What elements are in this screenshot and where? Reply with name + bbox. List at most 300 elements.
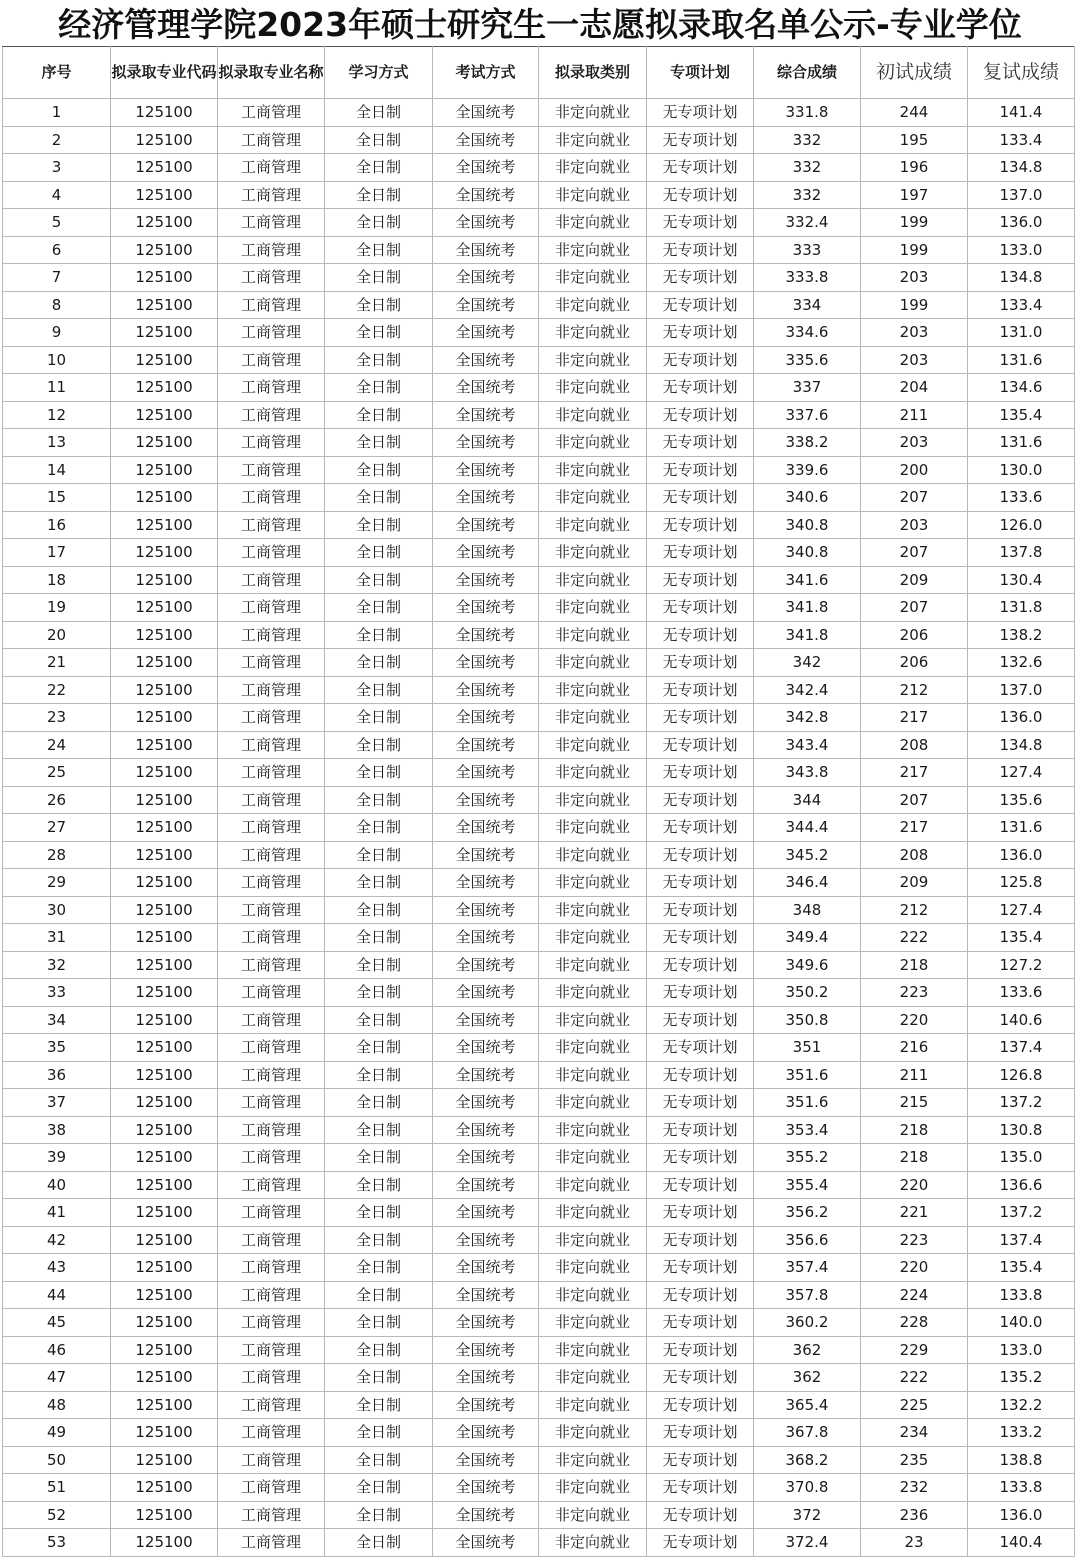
cell-serial: 37 <box>3 1089 111 1117</box>
cell-category: 非定向就业 <box>539 456 647 484</box>
cell-total-score: 350.2 <box>754 979 861 1007</box>
cell-serial: 52 <box>3 1501 111 1529</box>
cell-category: 非定向就业 <box>539 1309 647 1337</box>
cell-serial: 11 <box>3 374 111 402</box>
cell-prelim-score: 222 <box>861 1364 968 1392</box>
cell-major-name: 工商管理 <box>218 731 325 759</box>
cell-serial: 53 <box>3 1529 111 1557</box>
cell-special-plan: 无专项计划 <box>647 539 754 567</box>
cell-major-code: 125100 <box>111 649 218 677</box>
cell-major-code: 125100 <box>111 1171 218 1199</box>
table-row <box>3 786 1075 814</box>
cell-category: 非定向就业 <box>539 621 647 649</box>
cell-major-name: 工商管理 <box>218 1364 325 1392</box>
cell-major-name: 工商管理 <box>218 126 325 154</box>
cell-special-plan: 无专项计划 <box>647 1529 754 1557</box>
cell-prelim-score: 208 <box>861 731 968 759</box>
cell-major-name: 工商管理 <box>218 209 325 237</box>
cell-exam-mode: 全国统考 <box>433 1254 539 1282</box>
cell-category: 非定向就业 <box>539 731 647 759</box>
cell-prelim-score: 216 <box>861 1034 968 1062</box>
cell-serial: 15 <box>3 484 111 512</box>
cell-serial: 29 <box>3 869 111 897</box>
page-title: 经济管理学院2023年硕士研究生一志愿拟录取名单公示-专业学位 <box>58 5 1022 44</box>
cell-special-plan: 无专项计划 <box>647 1144 754 1172</box>
cell-major-name: 工商管理 <box>218 1089 325 1117</box>
cell-total-score: 344 <box>754 786 861 814</box>
cell-category: 非定向就业 <box>539 1281 647 1309</box>
cell-retest-score: 137.0 <box>968 676 1075 704</box>
cell-retest-score: 127.4 <box>968 759 1075 787</box>
cell-major-name: 工商管理 <box>218 566 325 594</box>
cell-exam-mode: 全国统考 <box>433 594 539 622</box>
cell-study-mode: 全日制 <box>325 99 433 127</box>
cell-study-mode: 全日制 <box>325 1061 433 1089</box>
cell-major-code: 125100 <box>111 1501 218 1529</box>
cell-special-plan: 无专项计划 <box>647 126 754 154</box>
cell-study-mode: 全日制 <box>325 236 433 264</box>
cell-prelim-score: 232 <box>861 1474 968 1502</box>
cell-major-code: 125100 <box>111 594 218 622</box>
cell-study-mode: 全日制 <box>325 1116 433 1144</box>
cell-major-name: 工商管理 <box>218 1171 325 1199</box>
cell-exam-mode: 全国统考 <box>433 456 539 484</box>
cell-retest-score: 140.4 <box>968 1529 1075 1557</box>
cell-major-name: 工商管理 <box>218 484 325 512</box>
table-row <box>3 951 1075 979</box>
cell-serial: 43 <box>3 1254 111 1282</box>
cell-retest-score: 132.2 <box>968 1391 1075 1419</box>
cell-category: 非定向就业 <box>539 236 647 264</box>
cell-exam-mode: 全国统考 <box>433 649 539 677</box>
cell-exam-mode: 全国统考 <box>433 704 539 732</box>
table-row <box>3 759 1075 787</box>
cell-total-score: 341.8 <box>754 621 861 649</box>
cell-exam-mode: 全国统考 <box>433 511 539 539</box>
cell-major-code: 125100 <box>111 264 218 292</box>
cell-study-mode: 全日制 <box>325 264 433 292</box>
cell-prelim-score: 209 <box>861 566 968 594</box>
table-row <box>3 539 1075 567</box>
cell-study-mode: 全日制 <box>325 924 433 952</box>
cell-serial: 14 <box>3 456 111 484</box>
cell-category: 非定向就业 <box>539 154 647 182</box>
cell-retest-score: 127.4 <box>968 896 1075 924</box>
cell-study-mode: 全日制 <box>325 979 433 1007</box>
cell-exam-mode: 全国统考 <box>433 979 539 1007</box>
cell-study-mode: 全日制 <box>325 1336 433 1364</box>
cell-special-plan: 无专项计划 <box>647 1309 754 1337</box>
cell-prelim-score: 218 <box>861 1116 968 1144</box>
cell-prelim-score: 223 <box>861 979 968 1007</box>
cell-prelim-score: 208 <box>861 841 968 869</box>
cell-retest-score: 131.6 <box>968 346 1075 374</box>
cell-prelim-score: 220 <box>861 1171 968 1199</box>
cell-retest-score: 134.8 <box>968 154 1075 182</box>
cell-total-score: 343.4 <box>754 731 861 759</box>
cell-major-name: 工商管理 <box>218 236 325 264</box>
cell-study-mode: 全日制 <box>325 319 433 347</box>
cell-special-plan: 无专项计划 <box>647 181 754 209</box>
cell-retest-score: 126.8 <box>968 1061 1075 1089</box>
cell-total-score: 337 <box>754 374 861 402</box>
cell-category: 非定向就业 <box>539 1116 647 1144</box>
cell-study-mode: 全日制 <box>325 374 433 402</box>
cell-major-name: 工商管理 <box>218 1391 325 1419</box>
cell-category: 非定向就业 <box>539 841 647 869</box>
cell-prelim-score: 209 <box>861 869 968 897</box>
cell-total-score: 365.4 <box>754 1391 861 1419</box>
table-row <box>3 594 1075 622</box>
header-serial: 序号 <box>3 47 111 99</box>
admission-table <box>2 46 1075 1557</box>
cell-major-code: 125100 <box>111 291 218 319</box>
cell-major-code: 125100 <box>111 1336 218 1364</box>
cell-retest-score: 136.0 <box>968 704 1075 732</box>
cell-exam-mode: 全国统考 <box>433 1144 539 1172</box>
cell-category: 非定向就业 <box>539 319 647 347</box>
cell-prelim-score: 207 <box>861 786 968 814</box>
cell-prelim-score: 218 <box>861 951 968 979</box>
cell-special-plan: 无专项计划 <box>647 841 754 869</box>
cell-exam-mode: 全国统考 <box>433 1446 539 1474</box>
cell-prelim-score: 217 <box>861 759 968 787</box>
cell-serial: 30 <box>3 896 111 924</box>
cell-study-mode: 全日制 <box>325 1171 433 1199</box>
cell-exam-mode: 全国统考 <box>433 209 539 237</box>
cell-major-code: 125100 <box>111 1061 218 1089</box>
cell-special-plan: 无专项计划 <box>647 456 754 484</box>
cell-serial: 38 <box>3 1116 111 1144</box>
cell-special-plan: 无专项计划 <box>647 979 754 1007</box>
cell-retest-score: 136.6 <box>968 1171 1075 1199</box>
table-row <box>3 181 1075 209</box>
cell-serial: 4 <box>3 181 111 209</box>
cell-serial: 7 <box>3 264 111 292</box>
cell-exam-mode: 全国统考 <box>433 181 539 209</box>
header-prelim-score: 初试成绩 <box>861 47 968 99</box>
cell-special-plan: 无专项计划 <box>647 319 754 347</box>
cell-study-mode: 全日制 <box>325 951 433 979</box>
cell-special-plan: 无专项计划 <box>647 1281 754 1309</box>
cell-major-code: 125100 <box>111 731 218 759</box>
cell-study-mode: 全日制 <box>325 814 433 842</box>
cell-total-score: 350.8 <box>754 1006 861 1034</box>
table-row <box>3 566 1075 594</box>
cell-major-name: 工商管理 <box>218 1336 325 1364</box>
cell-study-mode: 全日制 <box>325 731 433 759</box>
cell-retest-score: 130.8 <box>968 1116 1075 1144</box>
cell-study-mode: 全日制 <box>325 1529 433 1557</box>
cell-exam-mode: 全国统考 <box>433 236 539 264</box>
cell-prelim-score: 223 <box>861 1226 968 1254</box>
cell-exam-mode: 全国统考 <box>433 484 539 512</box>
cell-major-code: 125100 <box>111 979 218 1007</box>
cell-major-code: 125100 <box>111 456 218 484</box>
cell-exam-mode: 全国统考 <box>433 621 539 649</box>
header-major-code: 拟录取专业代码 <box>111 47 218 99</box>
cell-category: 非定向就业 <box>539 1446 647 1474</box>
cell-major-name: 工商管理 <box>218 511 325 539</box>
cell-serial: 12 <box>3 401 111 429</box>
cell-major-name: 工商管理 <box>218 786 325 814</box>
cell-major-name: 工商管理 <box>218 979 325 1007</box>
cell-major-name: 工商管理 <box>218 1474 325 1502</box>
cell-prelim-score: 203 <box>861 264 968 292</box>
cell-major-name: 工商管理 <box>218 759 325 787</box>
cell-total-score: 333.8 <box>754 264 861 292</box>
cell-total-score: 332 <box>754 126 861 154</box>
cell-study-mode: 全日制 <box>325 1254 433 1282</box>
header-retest-score: 复试成绩 <box>968 47 1075 99</box>
cell-total-score: 340.8 <box>754 539 861 567</box>
cell-exam-mode: 全国统考 <box>433 1474 539 1502</box>
cell-major-code: 125100 <box>111 704 218 732</box>
cell-total-score: 343.8 <box>754 759 861 787</box>
cell-study-mode: 全日制 <box>325 1446 433 1474</box>
cell-prelim-score: 229 <box>861 1336 968 1364</box>
cell-total-score: 342 <box>754 649 861 677</box>
cell-serial: 39 <box>3 1144 111 1172</box>
table-row <box>3 456 1075 484</box>
cell-exam-mode: 全国统考 <box>433 759 539 787</box>
cell-retest-score: 141.4 <box>968 99 1075 127</box>
cell-category: 非定向就业 <box>539 676 647 704</box>
cell-serial: 50 <box>3 1446 111 1474</box>
cell-major-name: 工商管理 <box>218 896 325 924</box>
table-row <box>3 814 1075 842</box>
cell-exam-mode: 全国统考 <box>433 1391 539 1419</box>
cell-major-code: 125100 <box>111 1226 218 1254</box>
cell-category: 非定向就业 <box>539 1336 647 1364</box>
cell-total-score: 332 <box>754 154 861 182</box>
cell-total-score: 356.6 <box>754 1226 861 1254</box>
cell-total-score: 362 <box>754 1336 861 1364</box>
cell-prelim-score: 203 <box>861 429 968 457</box>
cell-study-mode: 全日制 <box>325 456 433 484</box>
table-row <box>3 1419 1075 1447</box>
cell-major-name: 工商管理 <box>218 621 325 649</box>
cell-category: 非定向就业 <box>539 209 647 237</box>
cell-retest-score: 137.8 <box>968 539 1075 567</box>
cell-major-name: 工商管理 <box>218 1144 325 1172</box>
header-special-plan: 专项计划 <box>647 47 754 99</box>
cell-retest-score: 140.6 <box>968 1006 1075 1034</box>
cell-study-mode: 全日制 <box>325 154 433 182</box>
cell-major-name: 工商管理 <box>218 181 325 209</box>
cell-study-mode: 全日制 <box>325 1501 433 1529</box>
cell-total-score: 351.6 <box>754 1061 861 1089</box>
cell-category: 非定向就业 <box>539 566 647 594</box>
cell-prelim-score: 196 <box>861 154 968 182</box>
cell-exam-mode: 全国统考 <box>433 99 539 127</box>
cell-exam-mode: 全国统考 <box>433 1226 539 1254</box>
cell-major-code: 125100 <box>111 236 218 264</box>
cell-total-score: 367.8 <box>754 1419 861 1447</box>
cell-serial: 3 <box>3 154 111 182</box>
cell-major-name: 工商管理 <box>218 594 325 622</box>
cell-total-score: 334 <box>754 291 861 319</box>
cell-study-mode: 全日制 <box>325 1419 433 1447</box>
cell-study-mode: 全日制 <box>325 511 433 539</box>
header-row <box>3 47 1075 99</box>
cell-study-mode: 全日制 <box>325 1474 433 1502</box>
cell-serial: 27 <box>3 814 111 842</box>
cell-special-plan: 无专项计划 <box>647 1061 754 1089</box>
cell-major-code: 125100 <box>111 1089 218 1117</box>
cell-category: 非定向就业 <box>539 979 647 1007</box>
cell-category: 非定向就业 <box>539 1199 647 1227</box>
cell-category: 非定向就业 <box>539 924 647 952</box>
cell-exam-mode: 全国统考 <box>433 841 539 869</box>
cell-study-mode: 全日制 <box>325 1309 433 1337</box>
cell-major-code: 125100 <box>111 1474 218 1502</box>
cell-study-mode: 全日制 <box>325 126 433 154</box>
cell-major-code: 125100 <box>111 429 218 457</box>
cell-exam-mode: 全国统考 <box>433 814 539 842</box>
table-row <box>3 1474 1075 1502</box>
table-row <box>3 1116 1075 1144</box>
cell-total-score: 332 <box>754 181 861 209</box>
cell-major-name: 工商管理 <box>218 291 325 319</box>
cell-total-score: 360.2 <box>754 1309 861 1337</box>
cell-prelim-score: 235 <box>861 1446 968 1474</box>
cell-major-name: 工商管理 <box>218 649 325 677</box>
cell-category: 非定向就业 <box>539 1171 647 1199</box>
cell-serial: 36 <box>3 1061 111 1089</box>
cell-category: 非定向就业 <box>539 1144 647 1172</box>
cell-category: 非定向就业 <box>539 99 647 127</box>
table-row <box>3 1281 1075 1309</box>
cell-category: 非定向就业 <box>539 401 647 429</box>
cell-major-name: 工商管理 <box>218 1501 325 1529</box>
cell-exam-mode: 全国统考 <box>433 1529 539 1557</box>
cell-prelim-score: 225 <box>861 1391 968 1419</box>
cell-category: 非定向就业 <box>539 786 647 814</box>
cell-prelim-score: 211 <box>861 1061 968 1089</box>
cell-total-score: 348 <box>754 896 861 924</box>
cell-serial: 8 <box>3 291 111 319</box>
cell-category: 非定向就业 <box>539 1391 647 1419</box>
cell-special-plan: 无专项计划 <box>647 209 754 237</box>
cell-major-code: 125100 <box>111 401 218 429</box>
cell-total-score: 344.4 <box>754 814 861 842</box>
table-row <box>3 126 1075 154</box>
cell-exam-mode: 全国统考 <box>433 676 539 704</box>
cell-major-code: 125100 <box>111 786 218 814</box>
cell-retest-score: 130.4 <box>968 566 1075 594</box>
cell-serial: 1 <box>3 99 111 127</box>
cell-total-score: 357.4 <box>754 1254 861 1282</box>
table-row <box>3 154 1075 182</box>
cell-category: 非定向就业 <box>539 1501 647 1529</box>
header-total-score: 综合成绩 <box>754 47 861 99</box>
cell-total-score: 346.4 <box>754 869 861 897</box>
cell-study-mode: 全日制 <box>325 1226 433 1254</box>
table-row <box>3 236 1075 264</box>
cell-serial: 26 <box>3 786 111 814</box>
cell-special-plan: 无专项计划 <box>647 676 754 704</box>
cell-retest-score: 132.6 <box>968 649 1075 677</box>
cell-major-code: 125100 <box>111 1034 218 1062</box>
cell-total-score: 342.4 <box>754 676 861 704</box>
table-row <box>3 1529 1075 1557</box>
cell-exam-mode: 全国统考 <box>433 1364 539 1392</box>
table-row <box>3 484 1075 512</box>
cell-special-plan: 无专项计划 <box>647 704 754 732</box>
cell-major-name: 工商管理 <box>218 319 325 347</box>
cell-special-plan: 无专项计划 <box>647 346 754 374</box>
cell-category: 非定向就业 <box>539 1061 647 1089</box>
cell-major-name: 工商管理 <box>218 1034 325 1062</box>
cell-special-plan: 无专项计划 <box>647 1089 754 1117</box>
cell-special-plan: 无专项计划 <box>647 1116 754 1144</box>
cell-major-name: 工商管理 <box>218 429 325 457</box>
cell-category: 非定向就业 <box>539 704 647 732</box>
table-row <box>3 1006 1075 1034</box>
header-category: 拟录取类别 <box>539 47 647 99</box>
cell-serial: 41 <box>3 1199 111 1227</box>
table-row <box>3 511 1075 539</box>
table-row <box>3 1171 1075 1199</box>
table-row <box>3 924 1075 952</box>
cell-total-score: 349.6 <box>754 951 861 979</box>
cell-category: 非定向就业 <box>539 649 647 677</box>
cell-retest-score: 135.2 <box>968 1364 1075 1392</box>
cell-retest-score: 131.6 <box>968 814 1075 842</box>
cell-major-name: 工商管理 <box>218 346 325 374</box>
cell-retest-score: 133.2 <box>968 1419 1075 1447</box>
cell-retest-score: 135.6 <box>968 786 1075 814</box>
cell-major-code: 125100 <box>111 1281 218 1309</box>
header-study-mode: 学习方式 <box>325 47 433 99</box>
cell-exam-mode: 全国统考 <box>433 1501 539 1529</box>
cell-retest-score: 137.2 <box>968 1199 1075 1227</box>
cell-prelim-score: 236 <box>861 1501 968 1529</box>
cell-serial: 6 <box>3 236 111 264</box>
cell-major-name: 工商管理 <box>218 374 325 402</box>
cell-exam-mode: 全国统考 <box>433 951 539 979</box>
cell-major-code: 125100 <box>111 484 218 512</box>
cell-study-mode: 全日制 <box>325 1199 433 1227</box>
table-row <box>3 1446 1075 1474</box>
cell-study-mode: 全日制 <box>325 181 433 209</box>
cell-prelim-score: 23 <box>861 1529 968 1557</box>
cell-major-code: 125100 <box>111 1199 218 1227</box>
cell-retest-score: 137.2 <box>968 1089 1075 1117</box>
cell-study-mode: 全日制 <box>325 209 433 237</box>
cell-special-plan: 无专项计划 <box>647 1391 754 1419</box>
cell-total-score: 342.8 <box>754 704 861 732</box>
cell-study-mode: 全日制 <box>325 621 433 649</box>
cell-major-code: 125100 <box>111 841 218 869</box>
cell-retest-score: 134.8 <box>968 731 1075 759</box>
cell-major-name: 工商管理 <box>218 539 325 567</box>
cell-exam-mode: 全国统考 <box>433 291 539 319</box>
cell-category: 非定向就业 <box>539 181 647 209</box>
cell-exam-mode: 全国统考 <box>433 1171 539 1199</box>
cell-category: 非定向就业 <box>539 1529 647 1557</box>
cell-serial: 31 <box>3 924 111 952</box>
cell-major-code: 125100 <box>111 759 218 787</box>
cell-major-code: 125100 <box>111 181 218 209</box>
cell-major-code: 125100 <box>111 154 218 182</box>
cell-total-score: 332.4 <box>754 209 861 237</box>
cell-major-code: 125100 <box>111 346 218 374</box>
cell-retest-score: 137.0 <box>968 181 1075 209</box>
cell-exam-mode: 全国统考 <box>433 1336 539 1364</box>
cell-category: 非定向就业 <box>539 1089 647 1117</box>
